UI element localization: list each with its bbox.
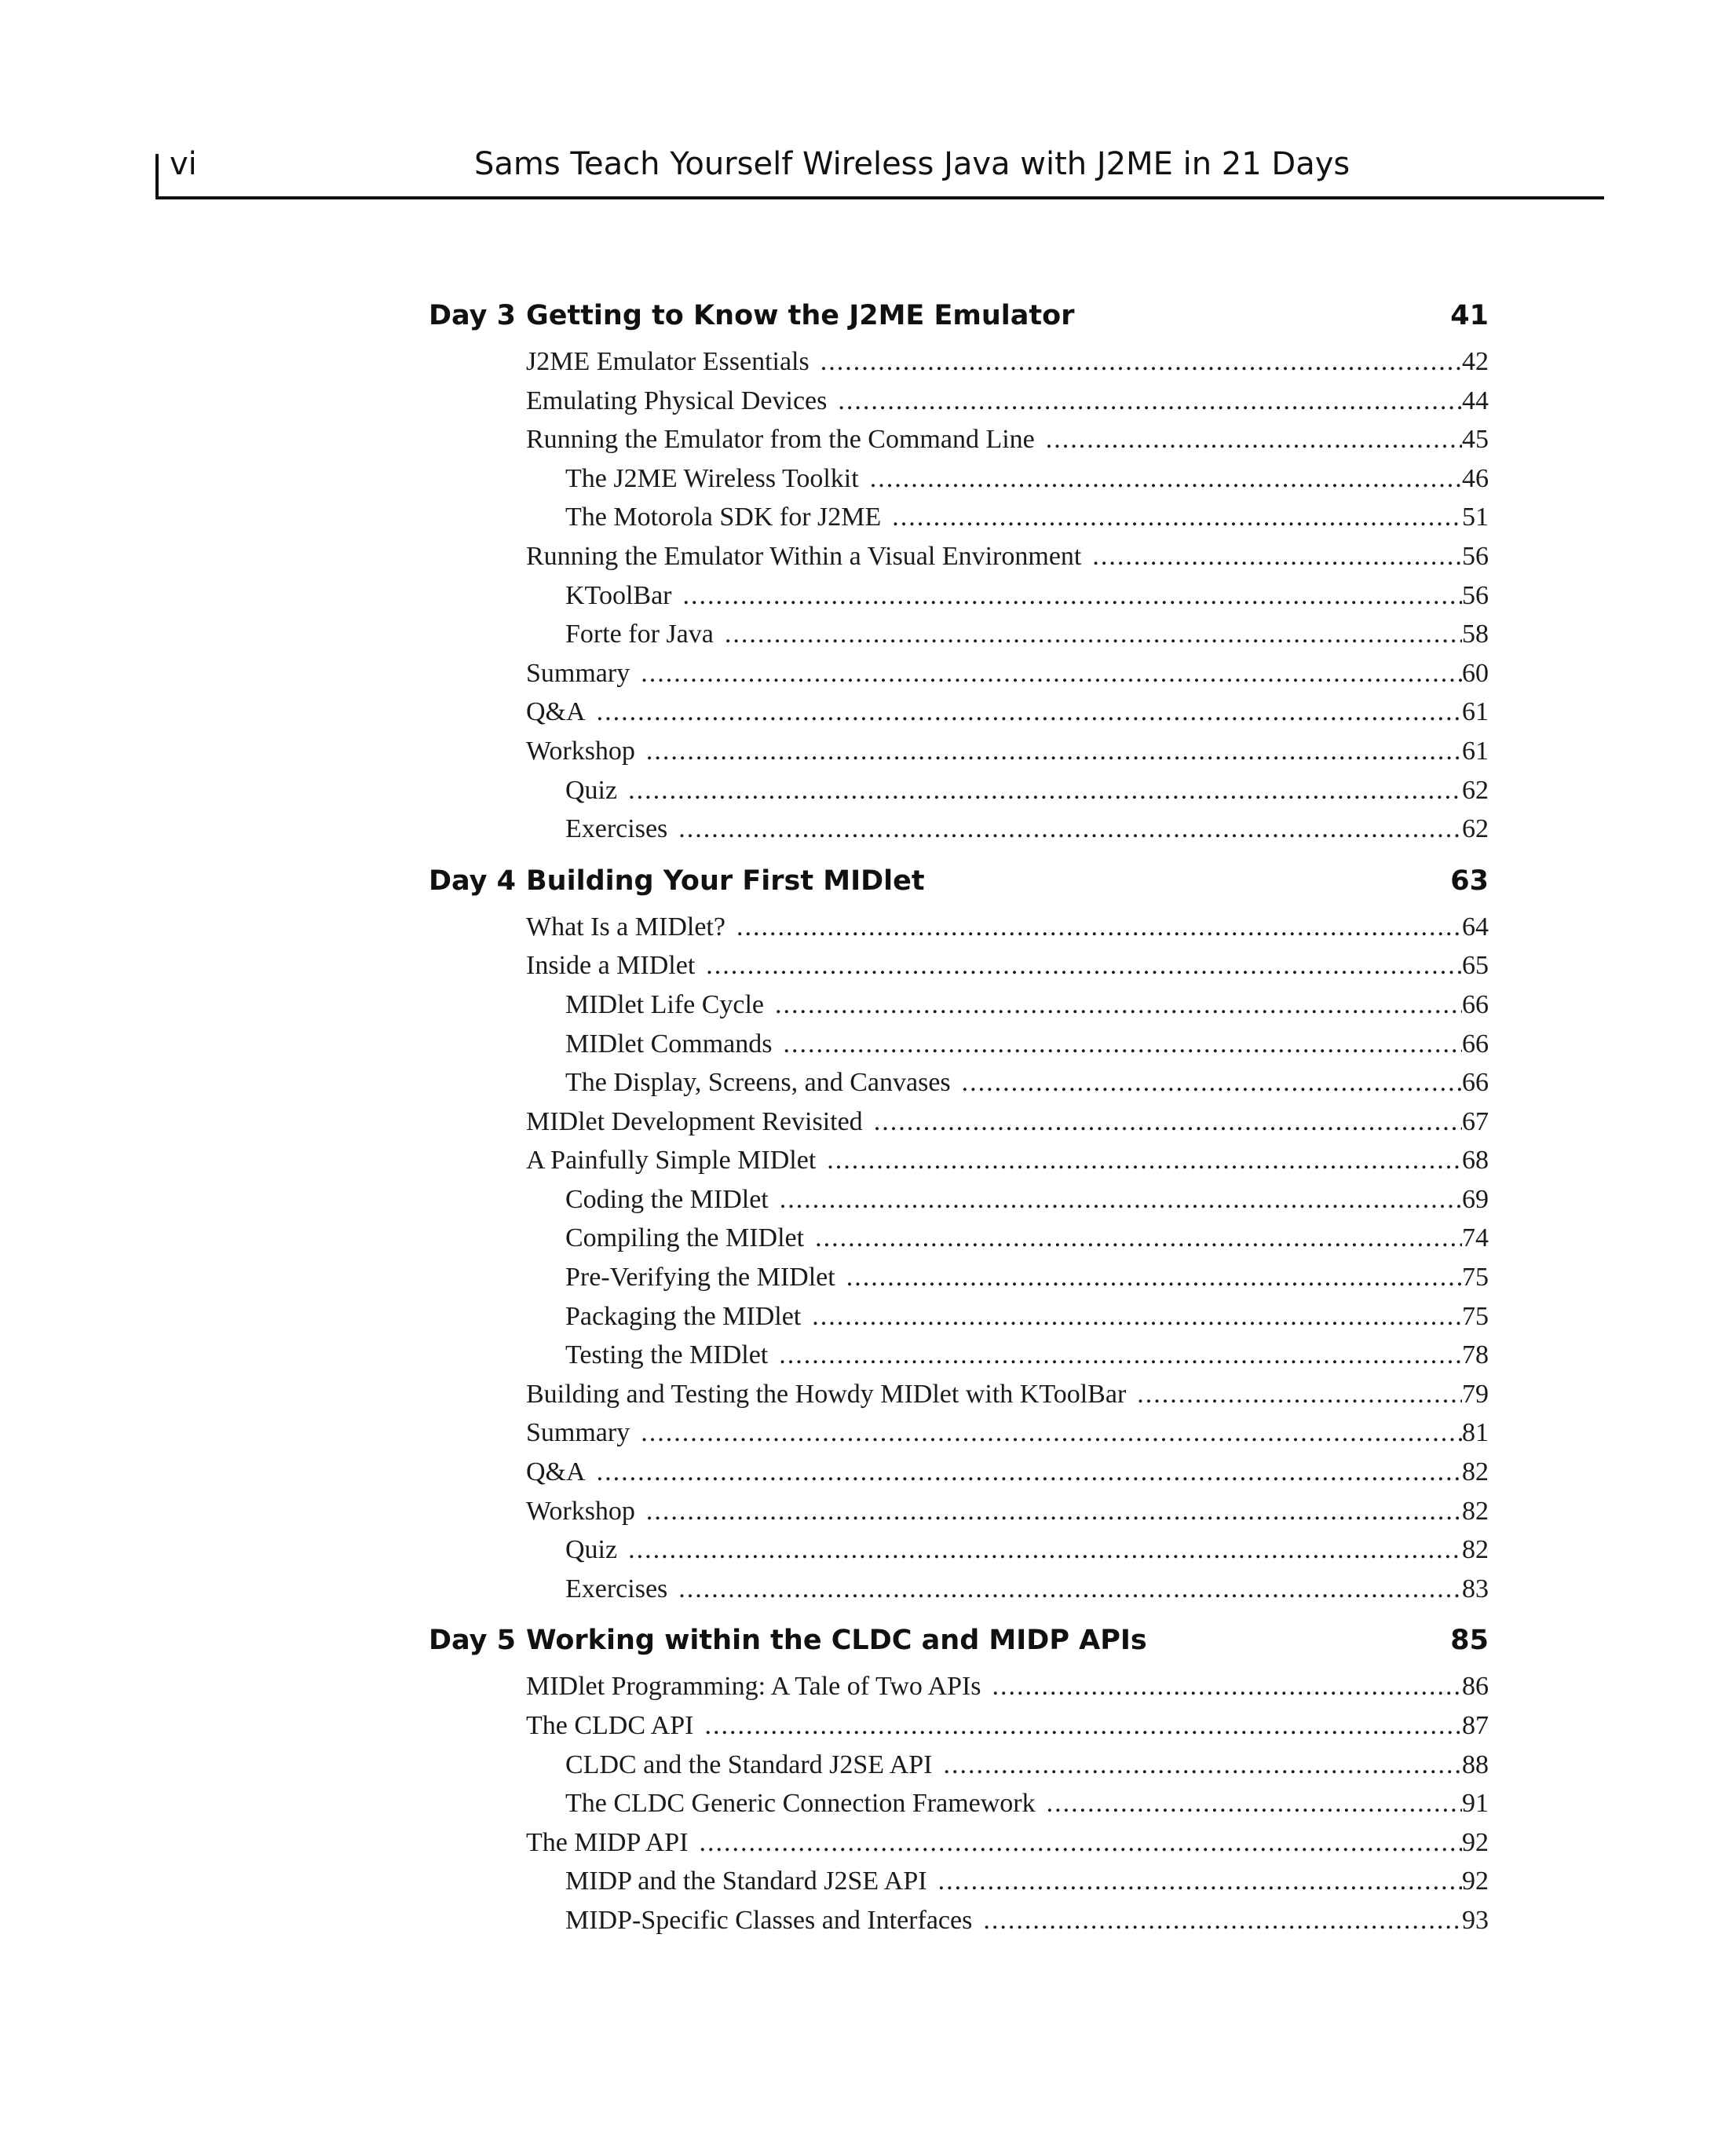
toc-entry-page-number: 82 bbox=[1462, 1457, 1489, 1487]
toc-entry-page-number: 82 bbox=[1462, 1535, 1489, 1565]
dot-leader bbox=[846, 1258, 1462, 1297]
toc-entry-page-number: 42 bbox=[1462, 347, 1489, 376]
toc-entry-title: Forte for Java bbox=[565, 620, 714, 649]
toc-entry-title: Inside a MIDlet bbox=[526, 951, 696, 981]
dot-leader bbox=[775, 985, 1462, 1025]
toc-subentry bbox=[526, 1297, 1489, 1336]
toc-subentry bbox=[526, 1784, 1489, 1823]
toc-entry-title: Exercises bbox=[565, 1574, 668, 1603]
day-number: Day 5 bbox=[429, 1625, 516, 1657]
toc-entry bbox=[526, 732, 1489, 771]
toc-entry-title: CLDC and the Standard J2SE API bbox=[565, 1750, 933, 1779]
toc-day-heading bbox=[429, 1615, 1489, 1667]
toc-entry bbox=[526, 537, 1489, 576]
dot-leader bbox=[706, 946, 1462, 985]
toc-entry-title: MIDlet Development Revisited bbox=[526, 1106, 863, 1136]
dot-leader bbox=[597, 693, 1462, 732]
toc-entry-title: Emulating Physical Devices bbox=[526, 386, 828, 415]
toc-entry-page-number: 78 bbox=[1462, 1340, 1489, 1370]
toc-subentry bbox=[526, 1258, 1489, 1297]
toc-entry-title: The MIDP API bbox=[526, 1827, 689, 1857]
toc-entry-title: MIDlet Commands bbox=[565, 1029, 773, 1059]
table-of-contents bbox=[429, 291, 1489, 1947]
toc-entry bbox=[526, 1492, 1489, 1531]
toc-entry-title: Summary bbox=[526, 1418, 630, 1448]
dot-leader bbox=[943, 1746, 1462, 1785]
toc-entry-title: Summary bbox=[526, 658, 630, 688]
toc-entry-page-number: 82 bbox=[1462, 1496, 1489, 1526]
toc-entry-page-number: 92 bbox=[1462, 1827, 1489, 1857]
dot-leader bbox=[628, 771, 1462, 810]
toc-entry-page-number: 74 bbox=[1462, 1223, 1489, 1253]
toc-entry bbox=[526, 1667, 1489, 1706]
toc-entry-title: MIDP-Specific Classes and Interfaces bbox=[565, 1905, 973, 1935]
dot-leader bbox=[704, 1706, 1462, 1746]
toc-entry-title: J2ME Emulator Essentials bbox=[526, 347, 810, 376]
dot-leader bbox=[780, 1180, 1462, 1219]
toc-entry bbox=[526, 1706, 1489, 1746]
toc-entry-page-number: 65 bbox=[1462, 951, 1489, 981]
dot-leader bbox=[641, 1413, 1462, 1453]
toc-entry-page-number: 75 bbox=[1462, 1301, 1489, 1331]
toc-day-section bbox=[429, 291, 1489, 849]
toc-entry-page-number: 44 bbox=[1462, 386, 1489, 415]
dot-leader bbox=[628, 1530, 1462, 1570]
toc-entry-list bbox=[526, 342, 1489, 849]
dot-leader bbox=[812, 1297, 1462, 1336]
toc-entry-page-number: 62 bbox=[1462, 775, 1489, 805]
toc-entry bbox=[526, 1823, 1489, 1863]
toc-entry-title: Compiling the MIDlet bbox=[565, 1223, 805, 1253]
dot-leader bbox=[678, 1570, 1462, 1609]
toc-entry bbox=[526, 382, 1489, 421]
toc-subentry bbox=[526, 459, 1489, 499]
toc-entry bbox=[526, 1375, 1489, 1414]
toc-entry-title: Workshop bbox=[526, 1496, 635, 1526]
toc-entry-page-number: 75 bbox=[1462, 1263, 1489, 1293]
toc-entry-title: The CLDC Generic Connection Framework bbox=[565, 1789, 1036, 1819]
toc-entry-title: A Painfully Simple MIDlet bbox=[526, 1146, 817, 1176]
dot-leader bbox=[646, 1492, 1462, 1531]
day-title: Getting to Know the J2ME Emulator bbox=[526, 300, 1075, 331]
toc-entry-title: Q&A bbox=[526, 697, 586, 727]
toc-entry-page-number: 56 bbox=[1462, 541, 1489, 571]
toc-subentry bbox=[526, 1530, 1489, 1570]
toc-entry-page-number: 92 bbox=[1462, 1867, 1489, 1896]
day-title: Working within the CLDC and MIDP APIs bbox=[526, 1625, 1147, 1657]
dot-leader bbox=[1046, 420, 1462, 459]
running-header bbox=[155, 140, 1604, 199]
toc-entry-page-number: 66 bbox=[1462, 989, 1489, 1019]
toc-entry-page-number: 51 bbox=[1462, 503, 1489, 532]
toc-entry-page-number: 62 bbox=[1462, 814, 1489, 844]
toc-entry-title: Quiz bbox=[565, 775, 618, 805]
toc-subentry bbox=[526, 771, 1489, 810]
toc-entry-title: Building and Testing the Howdy MIDlet with KToolBar bbox=[526, 1379, 1127, 1409]
toc-entry-page-number: 68 bbox=[1462, 1146, 1489, 1176]
dot-leader bbox=[736, 908, 1462, 947]
toc-entry bbox=[526, 342, 1489, 382]
dot-leader bbox=[597, 1453, 1462, 1492]
toc-entry bbox=[526, 908, 1489, 947]
book-title: Sams Teach Yourself Wireless Java with J2ME in 21 Days bbox=[474, 146, 1350, 182]
dot-leader bbox=[1092, 537, 1462, 576]
dot-leader bbox=[892, 498, 1462, 537]
dot-leader bbox=[874, 1102, 1462, 1142]
toc-entry-title: Quiz bbox=[565, 1535, 618, 1565]
toc-entry bbox=[526, 946, 1489, 985]
toc-entry-list bbox=[526, 1667, 1489, 1940]
toc-entry-title: The J2ME Wireless Toolkit bbox=[565, 463, 859, 493]
toc-entry bbox=[526, 1141, 1489, 1180]
dot-leader bbox=[820, 342, 1462, 382]
toc-subentry bbox=[526, 1901, 1489, 1940]
dot-leader bbox=[827, 1141, 1462, 1180]
toc-entry-title: The Display, Screens, and Canvases bbox=[565, 1068, 951, 1098]
toc-subentry bbox=[526, 576, 1489, 616]
dot-leader bbox=[992, 1667, 1462, 1706]
toc-entry-title: The Motorola SDK for J2ME bbox=[565, 503, 882, 532]
toc-subentry bbox=[526, 810, 1489, 849]
dot-leader bbox=[983, 1901, 1462, 1940]
toc-day-heading bbox=[429, 291, 1489, 342]
toc-entry-title: Q&A bbox=[526, 1457, 586, 1487]
toc-entry-title: Exercises bbox=[565, 814, 668, 844]
dot-leader bbox=[870, 459, 1462, 499]
toc-subentry bbox=[526, 1025, 1489, 1064]
toc-entry-page-number: 66 bbox=[1462, 1068, 1489, 1098]
toc-entry-page-number: 67 bbox=[1462, 1106, 1489, 1136]
toc-entry-title: MIDP and the Standard J2SE API bbox=[565, 1867, 927, 1896]
toc-entry-page-number: 61 bbox=[1462, 697, 1489, 727]
toc-subentry bbox=[526, 1219, 1489, 1258]
toc-entry-title: MIDlet Life Cycle bbox=[565, 989, 765, 1019]
toc-entry bbox=[526, 420, 1489, 459]
toc-entry-page-number: 86 bbox=[1462, 1672, 1489, 1702]
toc-day-section bbox=[429, 856, 1489, 1609]
dot-leader bbox=[938, 1862, 1462, 1901]
dot-leader bbox=[1047, 1784, 1462, 1823]
toc-entry-title: Testing the MIDlet bbox=[565, 1340, 769, 1370]
toc-entry-page-number: 60 bbox=[1462, 658, 1489, 688]
dot-leader bbox=[725, 615, 1462, 654]
toc-entry-page-number: 66 bbox=[1462, 1029, 1489, 1059]
toc-entry-title: MIDlet Programming: A Tale of Two APIs bbox=[526, 1672, 981, 1702]
toc-subentry bbox=[526, 498, 1489, 537]
day-page-number: 85 bbox=[1450, 1625, 1489, 1657]
toc-day-section bbox=[429, 1615, 1489, 1940]
toc-entry bbox=[526, 654, 1489, 693]
toc-subentry bbox=[526, 1063, 1489, 1102]
dot-leader bbox=[838, 382, 1462, 421]
toc-entry-title: Packaging the MIDlet bbox=[565, 1301, 802, 1331]
toc-entry-page-number: 64 bbox=[1462, 912, 1489, 942]
day-number: Day 4 bbox=[429, 865, 516, 897]
toc-day-heading bbox=[429, 856, 1489, 908]
toc-entry-page-number: 61 bbox=[1462, 736, 1489, 766]
dot-leader bbox=[646, 732, 1462, 771]
toc-entry-page-number: 69 bbox=[1462, 1184, 1489, 1214]
toc-subentry bbox=[526, 1862, 1489, 1901]
toc-entry-title: What Is a MIDlet? bbox=[526, 912, 725, 942]
dot-leader bbox=[700, 1823, 1462, 1863]
day-title: Building Your First MIDlet bbox=[526, 865, 925, 897]
header-corner-rule bbox=[155, 154, 159, 199]
toc-subentry bbox=[526, 615, 1489, 654]
toc-entry-title: Workshop bbox=[526, 736, 635, 766]
toc-entry-page-number: 87 bbox=[1462, 1711, 1489, 1740]
toc-entry-page-number: 45 bbox=[1462, 425, 1489, 455]
dot-leader bbox=[1137, 1375, 1462, 1414]
toc-entry-list bbox=[526, 908, 1489, 1609]
toc-subentry bbox=[526, 1746, 1489, 1785]
toc-entry-title: Running the Emulator from the Command Line bbox=[526, 425, 1035, 455]
toc-entry-page-number: 58 bbox=[1462, 620, 1489, 649]
toc-subentry bbox=[526, 1336, 1489, 1375]
dot-leader bbox=[779, 1336, 1462, 1375]
toc-entry bbox=[526, 1102, 1489, 1142]
toc-entry bbox=[526, 1453, 1489, 1492]
dot-leader bbox=[783, 1025, 1462, 1064]
toc-entry bbox=[526, 1413, 1489, 1453]
toc-entry-title: Pre-Verifying the MIDlet bbox=[565, 1263, 835, 1293]
dot-leader bbox=[678, 810, 1462, 849]
toc-subentry bbox=[526, 1570, 1489, 1609]
toc-subentry bbox=[526, 985, 1489, 1025]
toc-entry-page-number: 91 bbox=[1462, 1789, 1489, 1819]
toc-entry-page-number: 56 bbox=[1462, 580, 1489, 610]
dot-leader bbox=[641, 654, 1462, 693]
day-number: Day 3 bbox=[429, 300, 516, 331]
toc-entry-page-number: 79 bbox=[1462, 1379, 1489, 1409]
dot-leader bbox=[962, 1063, 1462, 1102]
toc-entry-page-number: 83 bbox=[1462, 1574, 1489, 1603]
toc-entry-page-number: 81 bbox=[1462, 1418, 1489, 1448]
toc-entry-title: Running the Emulator Within a Visual Environment bbox=[526, 541, 1082, 571]
dot-leader bbox=[815, 1219, 1462, 1258]
toc-entry-page-number: 46 bbox=[1462, 463, 1489, 493]
toc-entry bbox=[526, 693, 1489, 732]
day-page-number: 41 bbox=[1450, 300, 1489, 331]
toc-entry-title: The CLDC API bbox=[526, 1711, 694, 1740]
toc-subentry bbox=[526, 1180, 1489, 1219]
toc-entry-page-number: 88 bbox=[1462, 1750, 1489, 1779]
toc-entry-page-number: 93 bbox=[1462, 1905, 1489, 1935]
dot-leader bbox=[683, 576, 1463, 616]
toc-entry-title: Coding the MIDlet bbox=[565, 1184, 769, 1214]
toc-entry-title: KToolBar bbox=[565, 580, 672, 610]
page-folio: vi bbox=[170, 146, 197, 182]
day-page-number: 63 bbox=[1450, 865, 1489, 897]
